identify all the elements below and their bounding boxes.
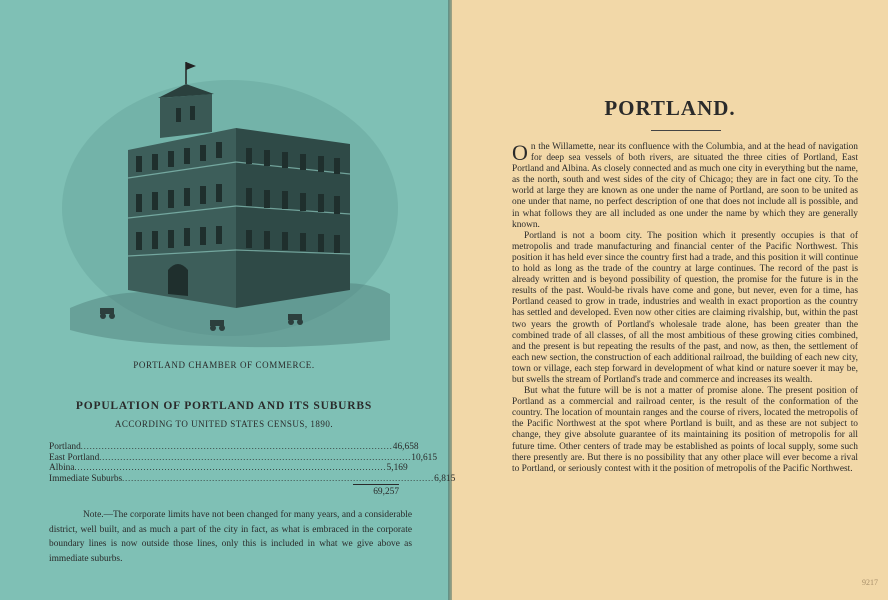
row-value: 10,615 (411, 452, 438, 463)
leader-dots: ........................................................................................................ (99, 452, 412, 462)
drop-cap: O (512, 140, 528, 165)
population-table (49, 442, 456, 484)
paragraph-2: Portland is not a boom city. The position which it presently occupies is that of metropolis and trade manufacturing and financial center of the Pacific Northwest. This position it has held ever since the country first had a trade, and this position it will continue to hold as long as the trade of the country at large continues. The record of the past is already written and is beyond possibility of question, the promise for the future is in the results of the past. Would-be rivals have come and gone, but never, even for a time, has Portland ceased to grow in trade, industries and wealth in exact proportion as the country has settled and developed. Even now other cities are claiming rivalship, but, within the past two years the growth of Portland's wholesale trade alone, has been greater than the combined trade of all classes, of all the most ambitious of these growing cities combined, and the present is but repeating the results of the past, and now, as then, the settlement of each new section, the construction of each additional railroad, the building of each new city, town or village, each step forward in development of what kind or nature soever it may be, but swells the stream of Portland's trade and commerce and increases its wealth. (512, 230, 858, 385)
population-total: 69,257 (373, 487, 399, 497)
leader-dots: ........................................................................................................ (80, 442, 393, 451)
illustration-caption: PORTLAND CHAMBER OF COMMERCE. (133, 360, 315, 370)
row-value: 6,815 (434, 473, 456, 484)
paragraph-3: But what the future will be is not a matter of promise alone. The present position of Portland as a commercial and railroad center, is the result of the conformation of the country. The location of mountain ranges and the course of rivers, located the metropolis of the Pacific Northwest at the spot where Portland is built, and as these are not subject to change, they give absolute guarantee of its maintaining its position of metropolis for all future time. Other centers of trade may be established as points of local supply, some such there presently are. But there is no possibility that any other place will ever become a rival to Portland, or seriously contest with it the position of metropolis of the Pacific Northwest. (512, 386, 858, 474)
table-row (49, 463, 408, 474)
paragraph-1-text: n the Willamette, near its confluence with the Columbia, and at the head of navigation for deep sea vessels of both rivers, are situated the three cities of Portland, East Portland and Albina. As closely connected and as much one city in everything but the name, as the north, south and west sides of the city of Chicago; they are in fact one city. To the world at large they are known as one under the name of Portland, are soon to be united as one under that name, no perfect description of one that does not include all is possible, and in what follows they are all included as one under the name by which they are generally known. (512, 142, 858, 230)
article-body (512, 142, 858, 475)
row-name: Albina (49, 463, 75, 473)
chamber-of-commerce-engraving (60, 58, 400, 350)
table-row (49, 473, 456, 485)
row-value: 5,169 (386, 463, 408, 473)
page-title: PORTLAND. (604, 96, 736, 120)
title-rule (651, 130, 721, 131)
leader-dots: ........................................................................................................ (74, 463, 387, 472)
population-title: POPULATION OF PORTLAND AND ITS SUBURBS (75, 400, 373, 412)
table-row (49, 452, 438, 464)
population-subtitle: ACCORDING TO UNITED STATES CENSUS, 1890. (114, 419, 334, 429)
leader-dots: ........................................................................................................ (122, 473, 435, 483)
row-value: 46,658 (392, 442, 419, 452)
corner-mark: 9217 (862, 578, 878, 587)
sum-rule (353, 484, 399, 485)
row-name: Portland (49, 442, 81, 452)
row-name: Immediate Suburbs (49, 473, 123, 484)
row-name: East Portland (49, 452, 100, 463)
table-row (49, 442, 419, 453)
paragraph-1 (512, 142, 858, 231)
corporate-limits-note: Note.—The corporate limits have not been changed for many years, and a considerable district, well built, and as much a part of the city in fact, as what is embraced in the corporate boundary lines is now outside those lines, only this is included in what we give above as immediate suburbs. (49, 510, 412, 564)
